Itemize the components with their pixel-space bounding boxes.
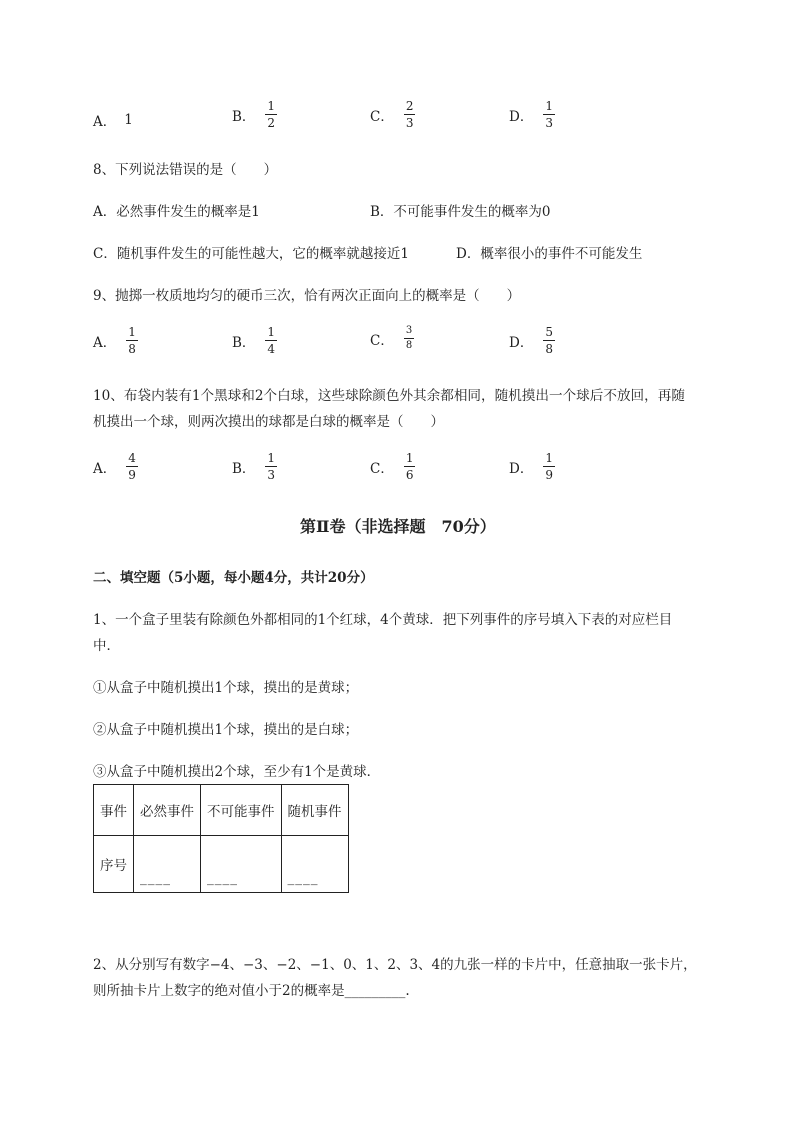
numerator: 1 — [267, 451, 276, 465]
event-1: ①从盒子中随机摸出1个球，摸出的是黄球； — [93, 680, 359, 696]
fraction — [543, 100, 555, 129]
fraction — [126, 326, 138, 355]
table-header-cell: 事件 — [94, 785, 134, 836]
q9-option-d — [509, 326, 555, 355]
q10-option-a — [93, 452, 138, 481]
q7-option-c — [370, 100, 415, 129]
option-value: 1 — [124, 112, 133, 128]
denominator: 8 — [545, 342, 553, 356]
fill-q2-line2: 则所抽卡片上数字的绝对值小于2的概率是_________. — [93, 983, 410, 999]
fraction — [404, 326, 414, 351]
numerator: 3 — [405, 325, 413, 336]
numerator: 4 — [128, 451, 136, 465]
q10-option-b — [232, 452, 277, 481]
event-3: ③从盒子中随机摸出2个球，至少有1个是黄球． — [93, 764, 381, 780]
numerator: 1 — [545, 451, 553, 465]
fill-q1-line2: 中． — [93, 638, 120, 654]
denominator: 8 — [405, 340, 413, 351]
denominator: 2 — [267, 116, 276, 130]
answer-blank[interactable]: ____ — [281, 836, 348, 893]
q9-stem: 9、抛掷一枚质地均匀的硬币三次，恰有两次正面向上的概率是（ ） — [93, 288, 521, 304]
option-label: C． — [370, 460, 394, 477]
fraction — [404, 452, 416, 481]
event-2: ②从盒子中随机摸出1个球，摸出的是白球； — [93, 722, 359, 738]
option-label: D． — [509, 334, 534, 351]
denominator: 3 — [405, 116, 414, 130]
denominator: 9 — [545, 468, 553, 482]
table-header-cell: 不可能事件 — [201, 785, 282, 836]
fill-q2-line1: 2、从分别写有数字−4、−3、−2、−1、0、1、2、3、4的九张一样的卡片中，任意抽取一张卡片， — [93, 957, 697, 973]
fraction — [404, 100, 416, 129]
option-label: B． — [232, 108, 256, 125]
table-row-label: 序号 — [94, 836, 134, 893]
table-header-cell: 随机事件 — [281, 785, 348, 836]
option-label: D． — [509, 460, 534, 477]
option-label: B． — [232, 334, 256, 351]
fill-in-section-header: 二、填空题（5小题，每小题4分，共计20分） — [93, 570, 374, 586]
numerator: 2 — [405, 99, 414, 113]
option-label: A． — [93, 460, 117, 477]
q10-stem-line1: 10、布袋内装有1个黑球和2个白球，这些球除颜色外其余都相同，随机摸出一个球后不放回，再随 — [93, 388, 685, 404]
numerator: 1 — [267, 99, 276, 113]
numerator: 1 — [545, 99, 553, 113]
q8-option-b: B．不可能事件发生的概率为0 — [370, 204, 551, 220]
denominator: 3 — [545, 116, 553, 130]
table-header-cell: 必然事件 — [134, 785, 201, 836]
answer-blank[interactable]: ____ — [201, 836, 282, 893]
fraction — [265, 326, 277, 355]
option-label: C． — [370, 108, 394, 125]
fraction — [265, 100, 277, 129]
fraction — [543, 452, 555, 481]
numerator: 1 — [128, 325, 136, 339]
q7-option-a — [93, 110, 133, 130]
q10-stem-line2: 机摸出一个球，则两次摸出的球都是白球的概率是（ ） — [93, 414, 444, 430]
numerator: 5 — [545, 325, 553, 339]
denominator: 3 — [267, 468, 276, 482]
option-label: C． — [370, 332, 394, 349]
option-label: D． — [509, 108, 534, 125]
q9-option-b — [232, 326, 277, 355]
table-row — [94, 836, 349, 893]
option-label: A． — [93, 334, 117, 351]
option-label: B． — [232, 460, 256, 477]
numerator: 1 — [267, 325, 276, 339]
q9-option-a — [93, 326, 138, 355]
q7-option-b — [232, 100, 277, 129]
part2-title: 第Ⅱ卷（非选择题 70分） — [300, 517, 496, 536]
q8-option-d: D．概率很小的事件不可能发生 — [456, 246, 643, 262]
q7-option-d — [509, 100, 555, 129]
denominator: 9 — [128, 468, 136, 482]
q8-option-a: A．必然事件发生的概率是1 — [93, 204, 260, 220]
fraction — [543, 326, 555, 355]
answer-blank[interactable]: ____ — [134, 836, 201, 893]
event-classification-table — [93, 784, 349, 893]
q10-option-d — [509, 452, 555, 481]
q8-stem: 8、下列说法错误的是（ ） — [93, 162, 278, 178]
fraction — [126, 452, 138, 481]
q10-option-c — [370, 452, 415, 481]
denominator: 4 — [267, 342, 276, 356]
fill-q1-line1: 1、一个盒子里装有除颜色外都相同的1个红球，4个黄球．把下列事件的序号填入下表的对应栏目 — [93, 612, 673, 628]
denominator: 6 — [405, 468, 414, 482]
denominator: 8 — [128, 342, 136, 356]
table-header-row — [94, 785, 349, 836]
q8-option-c: C．随机事件发生的可能性越大，它的概率就越接近1 — [93, 246, 409, 262]
q9-option-c — [370, 326, 414, 351]
fraction — [265, 452, 277, 481]
numerator: 1 — [405, 451, 414, 465]
option-label: A． — [93, 114, 117, 130]
